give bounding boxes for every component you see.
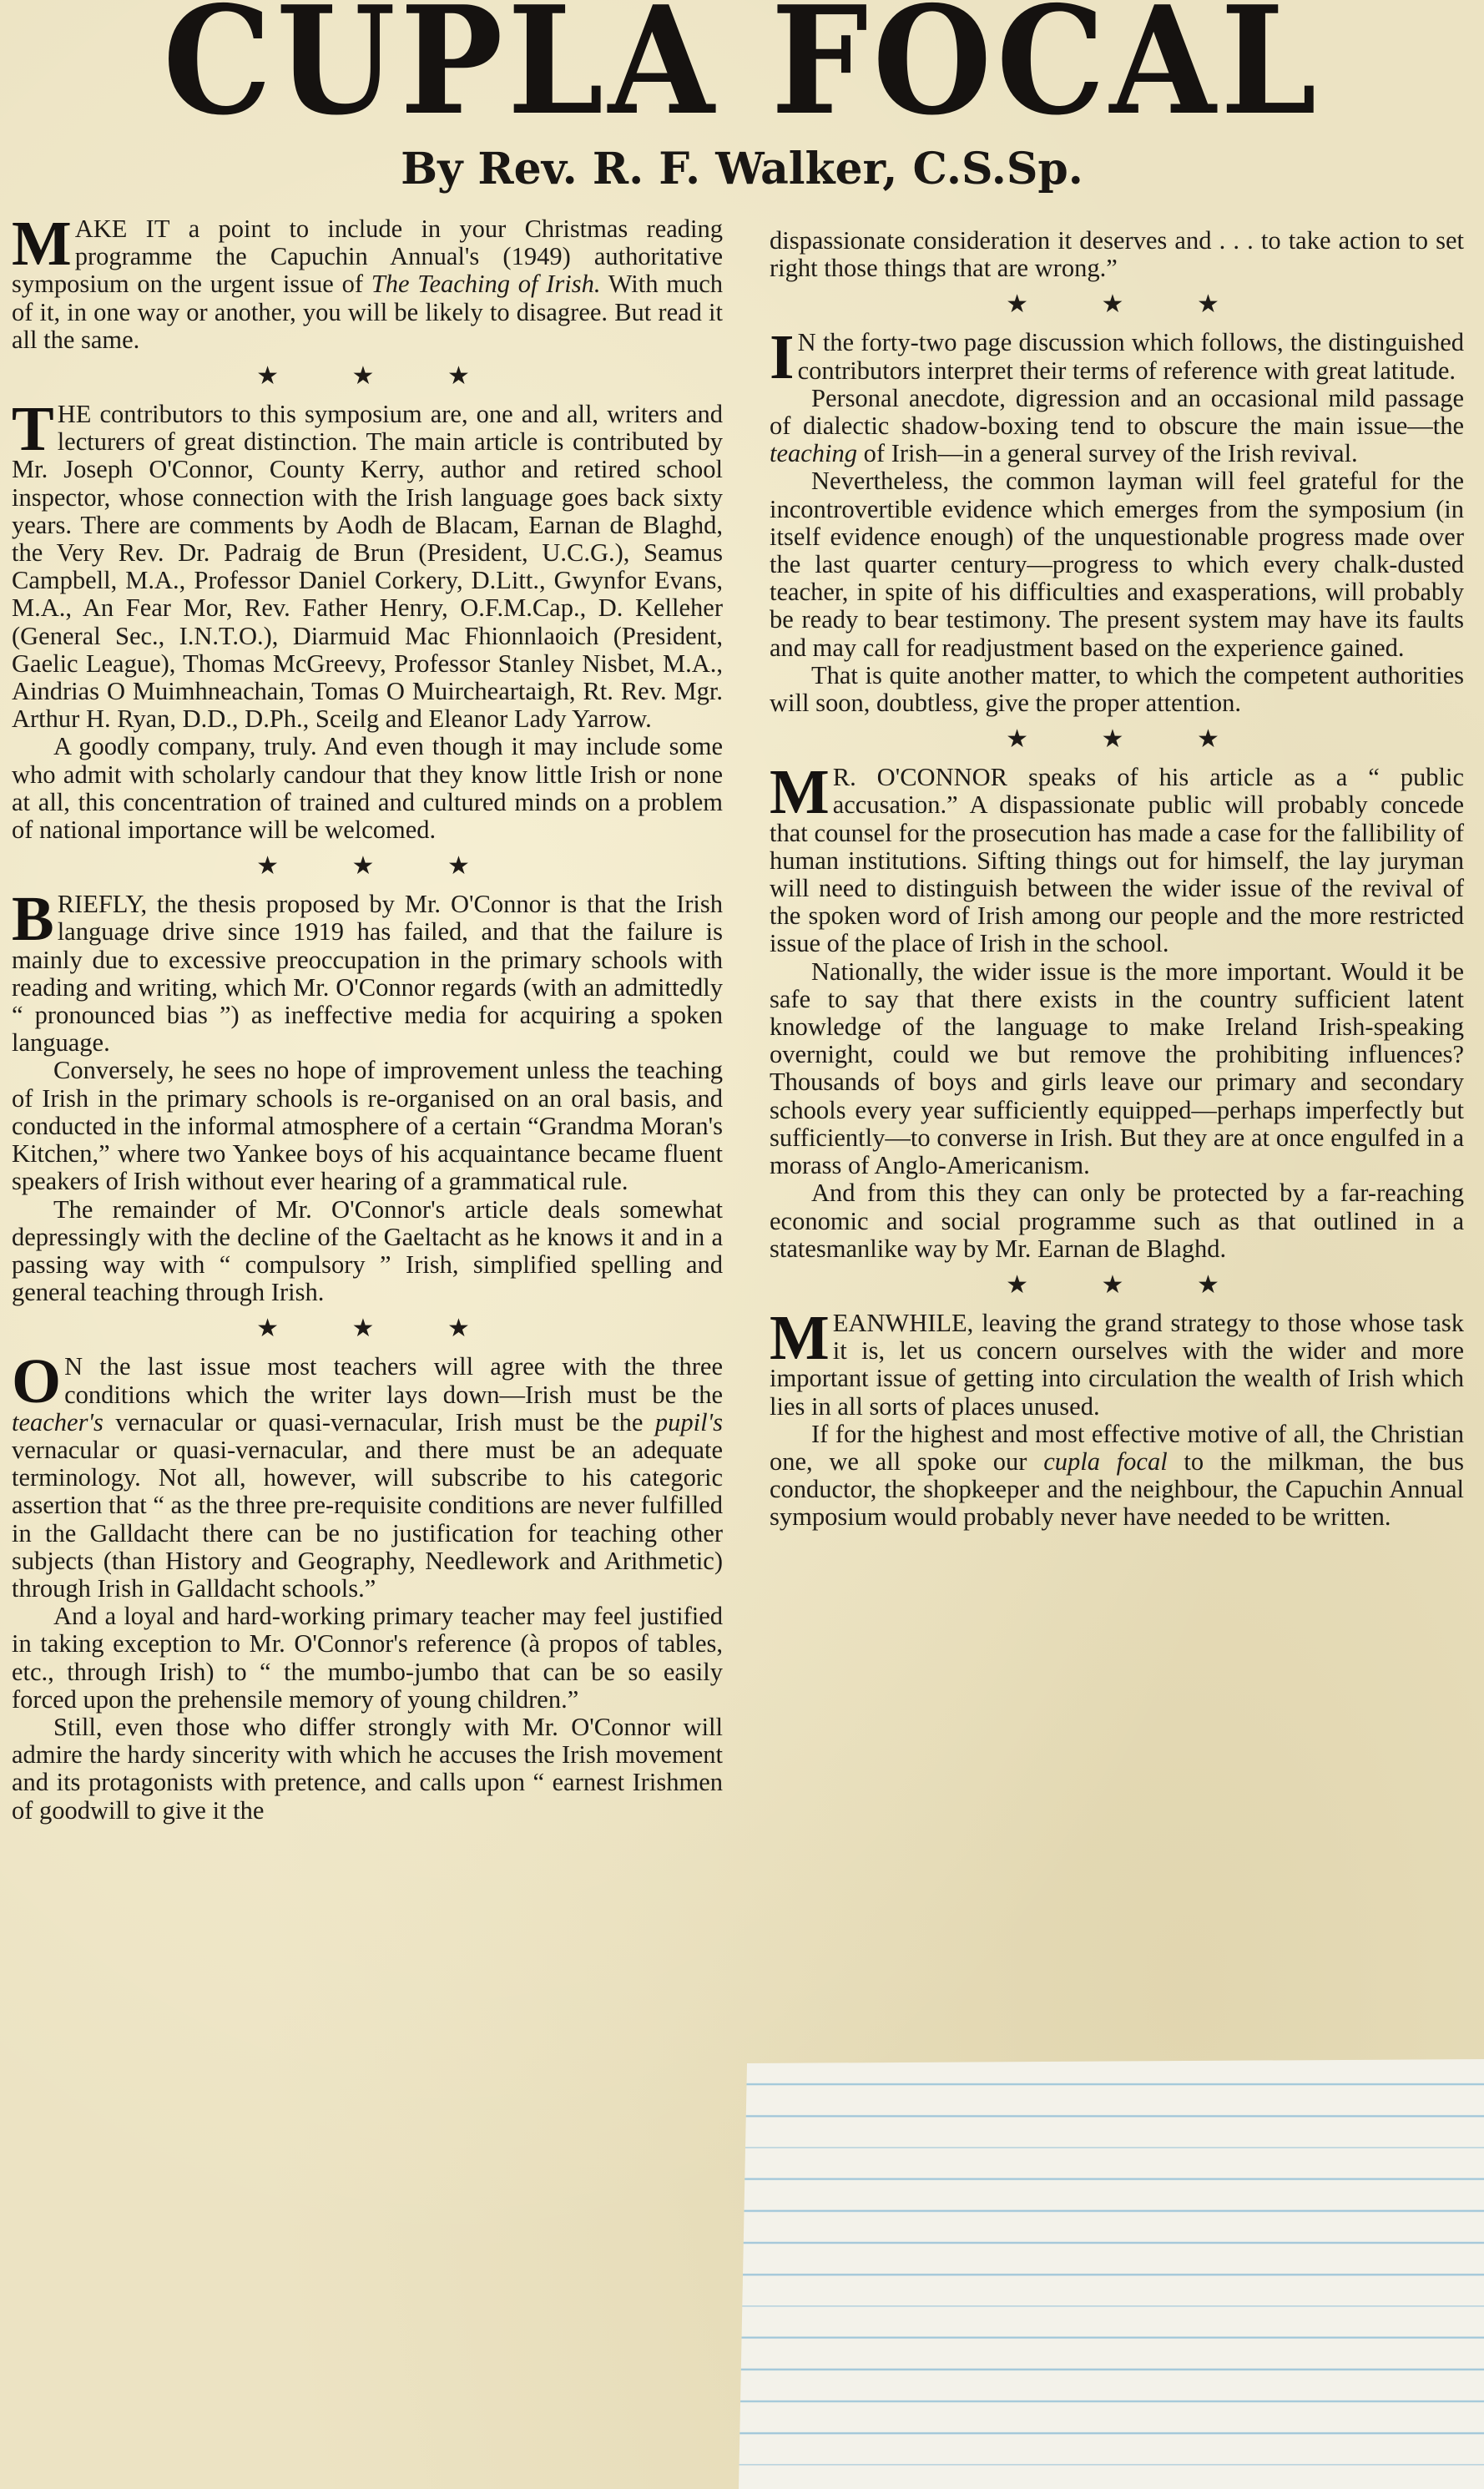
section-conditions: O N the last issue most teachers will agree with the three conditions which the writer lays down—Irish must be the teacher's vernacular or quasi-vernacular, Irish must be the pupil's vernacular or quasi-vernacular, and there must be an adequate terminology. Not all, however, will subscribe to his categoric assertion that “ as the three pre-requisite conditions are never fulfilled in the Galldacht there can be no justification for teaching other subjects (than History and Geography, Needlework and Arithmetic) through Irish in Galldacht schools.”	[12, 1346, 723, 1603]
paragraph: And a loyal and hard-working primary teacher may feel justified in taking exception to Mr. O'Connor's reference (à propos of tables, etc., through Irish) to “ the mumbo-jumbo that can be so easily forced upon the prehensile memory of young children.”	[12, 1602, 723, 1714]
drop-cap: M	[12, 209, 72, 279]
star-divider: ★ ★ ★	[256, 852, 503, 881]
paragraph: Personal anecdote, digression and an occasional mild passage of dialectic shadow-boxing tend to obscure the main issue—the teaching of Irish—in a general survey of the Irish revival.	[770, 383, 1464, 468]
drop-cap: M	[770, 757, 830, 828]
paragraph: Nationally, the wider issue is the more important. Would it be safe to say that there exists in the country sufficient latent knowledge of the language to make Ireland Irish-speaking overnight, could we but remove the prohibiting influences? Thousands of boys and girls leave our primary and secondary schools every year sufficiently equipped—perhaps imperfectly but sufficiently—to converse in Irish. But they are at once engulfed in a morass of Anglo-Americanism.	[770, 957, 1464, 1180]
continuation: dispassionate consideration it deserves and . . . to take action to set right those things that are wrong.”	[770, 226, 1464, 283]
paragraph: The remainder of Mr. O'Connor's article deals somewhat depressingly with the decline of the Gaeltacht as he knows it and in a passing way with “ compulsory ” Irish, simplified spelling and general teaching through Irish.	[12, 1194, 723, 1307]
byline: By Rev. R. F. Walker, C.S.Sp.	[401, 144, 1083, 194]
drop-cap: I	[770, 322, 795, 393]
section-intro: MAKE IT a point to include in your Christmas reading programme the Capuchin Annual's (1949) authoritative symposium on the urgent issue of The Teaching of Irish. With much of it, in one way or another, you will be likely to disagree. But read it all the same.	[12, 209, 723, 354]
right-column	[770, 227, 1464, 1532]
section-meanwhile: MEANWHILE, leaving the grand strategy to those whose task it is, let us concern ourselves with the wider and more important issue of getting into circulation the wealth of Irish which lies in all sorts of places unused.	[770, 1302, 1464, 1421]
drop-cap: M	[770, 1302, 830, 1373]
star-divider: ★ ★ ★	[1006, 290, 1253, 319]
star-divider: ★ ★ ★	[1006, 725, 1253, 754]
section-accusation: M R. O'CONNOR speaks of his article as a “ public accusation.” A dispassionate public will probably concede that counsel for the prosecution has made a case for the fallibility of human institutions. Sifting things out for himself, the lay juryman will need to distinguish between the wider issue of the revival of the spoken word of Irish among our people and the more restricted issue of the place of Irish in the school.	[770, 757, 1464, 958]
paragraph: And from this they can only be protected by a far-reaching economic and social programme such as that outlined in a statesmanlike way by Mr. Earnan de Blaghd.	[770, 1179, 1464, 1263]
drop-cap: O	[12, 1346, 62, 1417]
paragraph: Still, even those who differ strongly with Mr. O'Connor will admire the hardy sincerity with which he accuses the Irish movement and its protagonists with pretence, and calls upon “ earnest Irishmen of goodwill to give it the	[12, 1712, 723, 1825]
section-discussion: I N the forty-two page discussion which follows, the distinguished contributors interpret their terms of reference with great latitude.	[770, 322, 1464, 393]
star-divider: ★ ★ ★	[256, 1315, 503, 1343]
headline: CUPLA FOCAL	[163, 0, 1321, 148]
left-column	[12, 209, 723, 1825]
star-divider: ★ ★ ★	[1006, 1270, 1253, 1299]
section-contributors: THE contributors to this symposium are, one and all, writers and lecturers of great distinction. The main article is contributed by Mr. Joseph O'Connor, County Kerry, author and retired school inspector, whose connection with the Irish language goes back sixty years. There are comments by Aodh de Blacam, Earnan de Blaghd, the Very Rev. Dr. Padraig de Brun (President, U.C.G.), Seamus Campbell, M.A., Professor Daniel Corkery, D.Litt., Gwynfor Evans, M.A., An Fear Mor, Rev. Father Henry, O.F.M.Cap., D. Kelleher (General Sec., I.N.T.O.), Diarmuid Mac Fhionnlaoich (President, Gaelic League), Thomas McGreevy, Professor Stanley Nisbet, M.A., Aindrias O Muimhneachain, Tomas O Muircheartaigh, Rt. Rev. Mgr. Arthur H. Ryan, D.D., D.Ph., Sceilg and Eleanor Lady Yarrow.	[12, 394, 723, 734]
drop-cap: T	[12, 394, 54, 465]
paragraph: Conversely, he sees no hope of improvement unless the teaching of Irish in the primary schools is re-organised on an oral basis, and conducted in the informal atmosphere of a certain “Grandma Moran's Kitchen,” where two Yankee boys of his acquaintance became fluent speakers of Irish without ever hearing of a grammatical rule.	[12, 1056, 723, 1196]
paragraph: Nevertheless, the common layman will feel grateful for the incontrovertible evidence which emerges from the symposium (in itself evidence enough) of the unquestionable progress made over the last quarter century—progress to which every chalk-dusted teacher, in spite of his difficulties and exasperations, will probably be ready to bear testimony. The present system may have its faults and may call for readjustment based on the experience gained.	[770, 467, 1464, 662]
star-divider: ★ ★ ★	[256, 362, 503, 391]
paragraph: If for the highest and most effective motive of all, the Christian one, we all spoke our cupla focal to the milkman, the bus conductor, the shopkeeper and the neighbour, the Capuchin Annual symposium would probably never have needed to be written.	[770, 1419, 1464, 1532]
paragraph: A goodly company, truly. And even though it may include some who admit with scholarly candour that they know little Irish or none at all, this concentration of trained and cultured minds on a problem of national importance will be welcomed.	[12, 732, 723, 845]
paragraph: That is quite another matter, to which the competent authorities will soon, doubtless, give the proper attention.	[770, 660, 1464, 718]
section-thesis: BRIEFLY, the thesis proposed by Mr. O'Connor is that the Irish language drive since 1919 has failed, and that the failure is mainly due to excessive preoccupation in the primary schools with reading and writing, which Mr. O'Connor regards (with an admittedly “ pronounced bias ”) as ineffective media for acquiring a spoken language.	[12, 884, 723, 1058]
drop-cap: B	[12, 884, 54, 955]
